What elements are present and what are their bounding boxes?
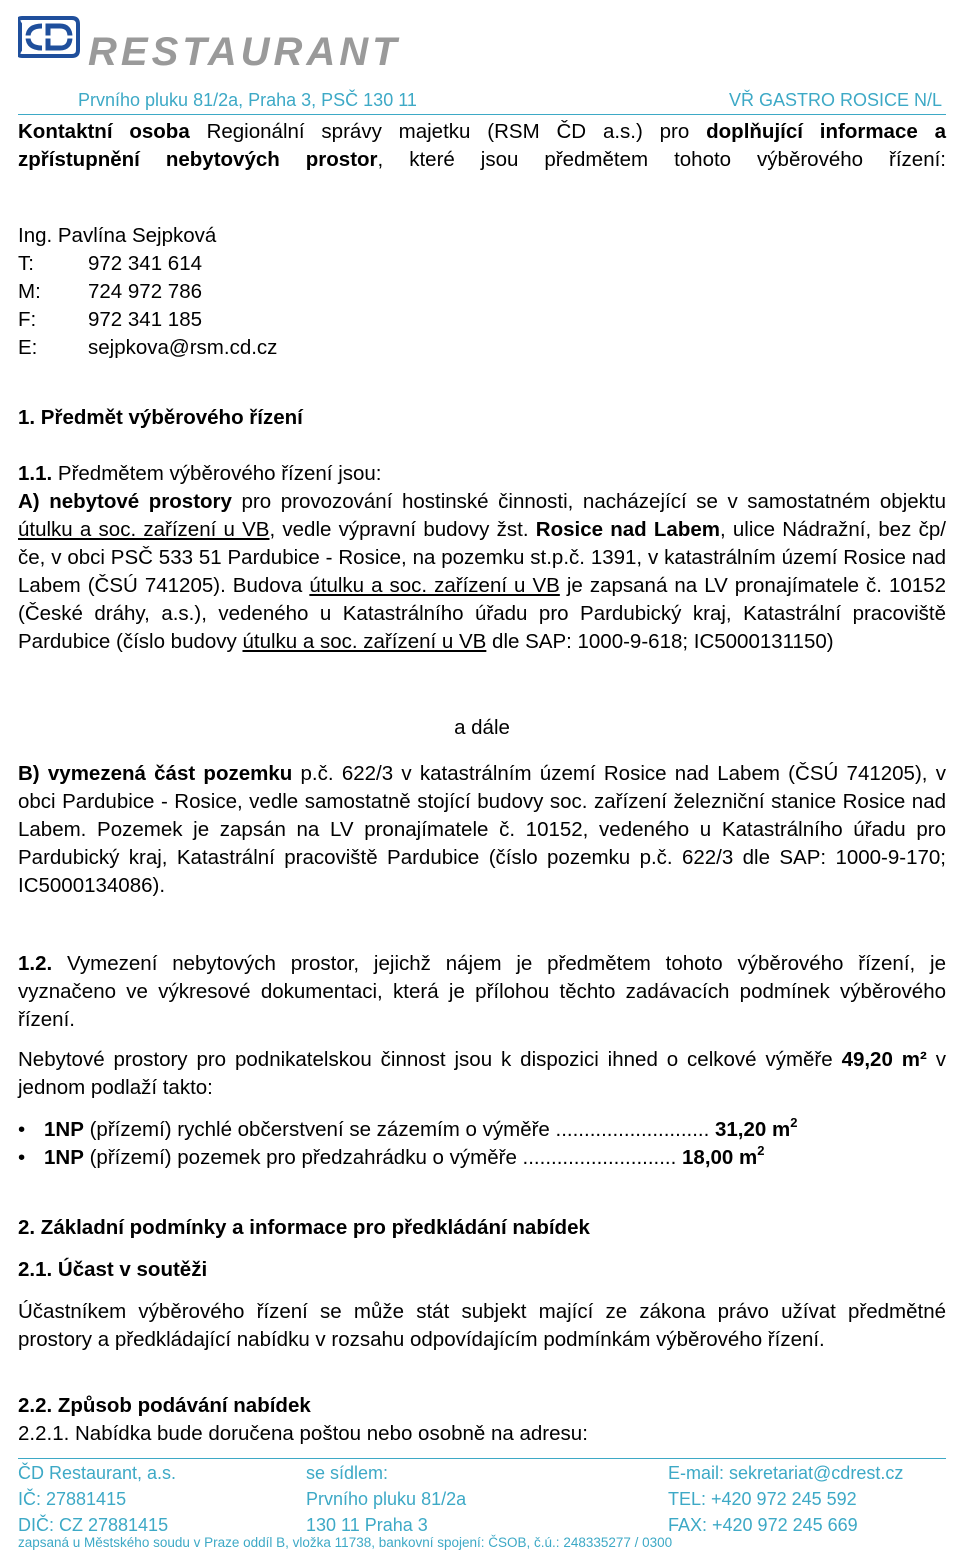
item-a-bold2: Rosice nad Labem bbox=[535, 518, 720, 541]
item-desc: (přízemí) pozemek pro předzahrádku o výměře ........................... bbox=[83, 1146, 683, 1169]
footer-divider bbox=[18, 1458, 946, 1459]
footer-dic: DIČ: CZ 27881415 bbox=[18, 1515, 169, 1535]
footer-contact-block bbox=[668, 1460, 903, 1538]
section1-heading bbox=[18, 404, 946, 432]
footer-ico: IČ: 27881415 bbox=[18, 1489, 127, 1509]
logo-text: RESTAURANT bbox=[88, 30, 401, 74]
phone-value: 972 341 614 bbox=[88, 252, 203, 275]
footer-address-block bbox=[306, 1460, 466, 1538]
subsection-2-1 bbox=[18, 1256, 946, 1284]
email-label: E: bbox=[18, 336, 38, 359]
header-reference: VŘ GASTRO ROSICE N/L bbox=[728, 90, 942, 110]
phone-label: T: bbox=[18, 252, 34, 275]
footer-seat-label: se sídlem: bbox=[306, 1463, 389, 1483]
item-floor: 1NP bbox=[44, 1118, 84, 1141]
mobile-value: 724 972 786 bbox=[88, 280, 203, 303]
contact-intro-text-2: , které jsou předmětem tohoto výběrového řízení: bbox=[377, 148, 946, 171]
item-a-underline3: útulku a soc. zařízení u VB bbox=[242, 630, 487, 653]
p11-number: 1.1. bbox=[18, 462, 53, 485]
paragraph-1-1 bbox=[18, 460, 946, 488]
contact-intro bbox=[18, 118, 946, 174]
list-item bbox=[18, 1116, 797, 1144]
footer-tel: TEL: +420 972 245 592 bbox=[668, 1489, 857, 1509]
item-area: 18,00 $m^2$ bbox=[682, 1143, 765, 1169]
footer-street: Prvního pluku 81/2a bbox=[306, 1489, 467, 1509]
header-logo bbox=[18, 10, 946, 74]
contact-name: Ing. Pavlína Sejpková bbox=[18, 224, 217, 247]
footer-email[interactable]: E-mail: sekretariat@cdrest.cz bbox=[668, 1463, 904, 1483]
area-text2: v jednom podlaží takto: bbox=[18, 1048, 946, 1099]
footer-registry: zapsaná u Městského soudu v Praze oddíl B, vložka 11738, bankovní spojení: ČSOB, č.ú.: 248335277 / 0300 bbox=[18, 1535, 673, 1550]
fax-label: F: bbox=[18, 308, 37, 331]
item-a-text1: pro provozování hostinské činnosti, nacházející se v samostatném objektu bbox=[231, 490, 946, 513]
item-desc: (přízemí) rychlé občerstvení se zázemím o výměře ........................... bbox=[83, 1118, 715, 1141]
contact-fax-row bbox=[18, 306, 946, 334]
and-more: a dále bbox=[454, 716, 510, 739]
item-b-label: B) vymezená část pozemku bbox=[18, 762, 293, 785]
item-a-label: A) nebytové prostory bbox=[18, 490, 232, 513]
item-a-text5: dle SAP: 1000-9-618; IC5000131150) bbox=[486, 630, 834, 653]
list-item bbox=[18, 1144, 764, 1172]
item-a-underline2: útulku a soc. zařízení u VB bbox=[309, 574, 560, 597]
p11-text: Předmětem výběrového řízení jsou: bbox=[52, 462, 382, 485]
paragraph-1-2 bbox=[18, 950, 946, 1034]
section1-heading-text: 1. Předmět výběrového řízení bbox=[18, 406, 303, 429]
footer-fax: FAX: +420 972 245 669 bbox=[668, 1515, 858, 1535]
contact-mobile-row bbox=[18, 278, 946, 306]
area-total: 49,20 m² bbox=[841, 1048, 927, 1071]
item-a-text3: , ulice Nádražní, bez čp/če, v obci PSČ 533 51 Pardubice - Rosice, na pozemku st.p.č. 1391, v katastrálním území Rosice nad Labem (ČSÚ 741205). Budova bbox=[18, 518, 947, 597]
p12-number: 1.2. bbox=[18, 952, 53, 975]
section2-heading-text: 2. Základní podmínky a informace pro předkládání nabídek bbox=[18, 1216, 590, 1239]
p12-text: Vymezení nebytových prostor, jejichž nájem je předmětem tohoto výběrového řízení, je vyznačeno ve výkresové dokumentaci, která je přílohou těchto zadávacích podmínek výběrového řízení. bbox=[18, 952, 946, 1031]
item-a bbox=[18, 488, 946, 656]
item-b-text: p.č. 622/3 v katastrálním území Rosice nad Labem (ČSÚ 741205), v obci Pardubice - Rosice, vedle samostatně stojící budovy soc. zařízení železniční stanice Rosice nad Labem. Pozemek je zapsán na LV pronajímatele č. 10152, vedeného u Katastrálního úřadu pro Pardubický kraj, Katastrální pracoviště Pardubice (číslo pozemku p.č. 622/3 dle SAP: 1000-9-170; IC5000134086). bbox=[18, 762, 946, 897]
contact-email-row bbox=[18, 334, 946, 362]
fax-value: 972 341 185 bbox=[88, 308, 203, 331]
subsection-2-2-text: 2.2. Způsob podávání nabídek bbox=[18, 1394, 311, 1417]
subsection-2-2 bbox=[18, 1392, 946, 1420]
item-a-underline1: útulku a soc. zařízení u VB bbox=[18, 518, 270, 541]
header-address: Prvního pluku 81/2a, Praha 3, PSČ 130 11 bbox=[78, 90, 417, 110]
bullet-icon: • bbox=[18, 1118, 26, 1141]
contact-phone-row bbox=[18, 250, 946, 278]
area-text1: Nebytové prostory pro podnikatelskou činnost jsou k dispozici ihned o celkové výměře bbox=[18, 1048, 842, 1071]
mobile-label: M: bbox=[18, 280, 41, 303]
item-floor: 1NP bbox=[44, 1146, 84, 1169]
paragraph-2-1: Účastníkem výběrového řízení se může stát subjekt mající ze zákona právo užívat předmětné prostory a předkládající nabídku v rozsahu odpovídajícím podmínkám výběrového řízení. bbox=[18, 1300, 946, 1351]
email-value[interactable]: sejpkova@rsm.cd.cz bbox=[88, 336, 278, 359]
item-area: 31,20 $m^2$ bbox=[715, 1115, 798, 1141]
header-divider bbox=[18, 114, 946, 115]
subsection-2-1-text: 2.1. Účast v soutěži bbox=[18, 1258, 208, 1281]
cd-logo-icon bbox=[18, 12, 80, 62]
paragraph-2-2-1: 2.2.1. Nabídka bude doručena poštou nebo osobně na adresu: bbox=[18, 1422, 588, 1445]
footer-city: 130 11 Praha 3 bbox=[306, 1515, 428, 1535]
item-b bbox=[18, 760, 946, 900]
area-paragraph bbox=[18, 1046, 946, 1102]
contact-intro-bold-2: doplňující informace a zpřístupnění nebytových prostor bbox=[18, 120, 946, 171]
bullet-icon: • bbox=[18, 1146, 26, 1169]
item-a-text4: je zapsaná na LV pronajímatele č. 10152 (České dráhy, a.s.), vedeného u Katastrálního úřadu pro Pardubický kraj, Katastrální pracoviště Pardubice (číslo budovy bbox=[18, 574, 946, 653]
section2-heading bbox=[18, 1214, 946, 1242]
footer-company-block bbox=[18, 1460, 176, 1538]
item-a-text2: , vedle výpravní budovy žst. bbox=[269, 518, 536, 541]
contact-intro-text: Regionální správy majetku (RSM ČD a.s.) pro bbox=[189, 120, 707, 143]
contact-intro-bold: Kontaktní osoba bbox=[18, 120, 190, 143]
footer-company: ČD Restaurant, a.s. bbox=[18, 1463, 177, 1483]
